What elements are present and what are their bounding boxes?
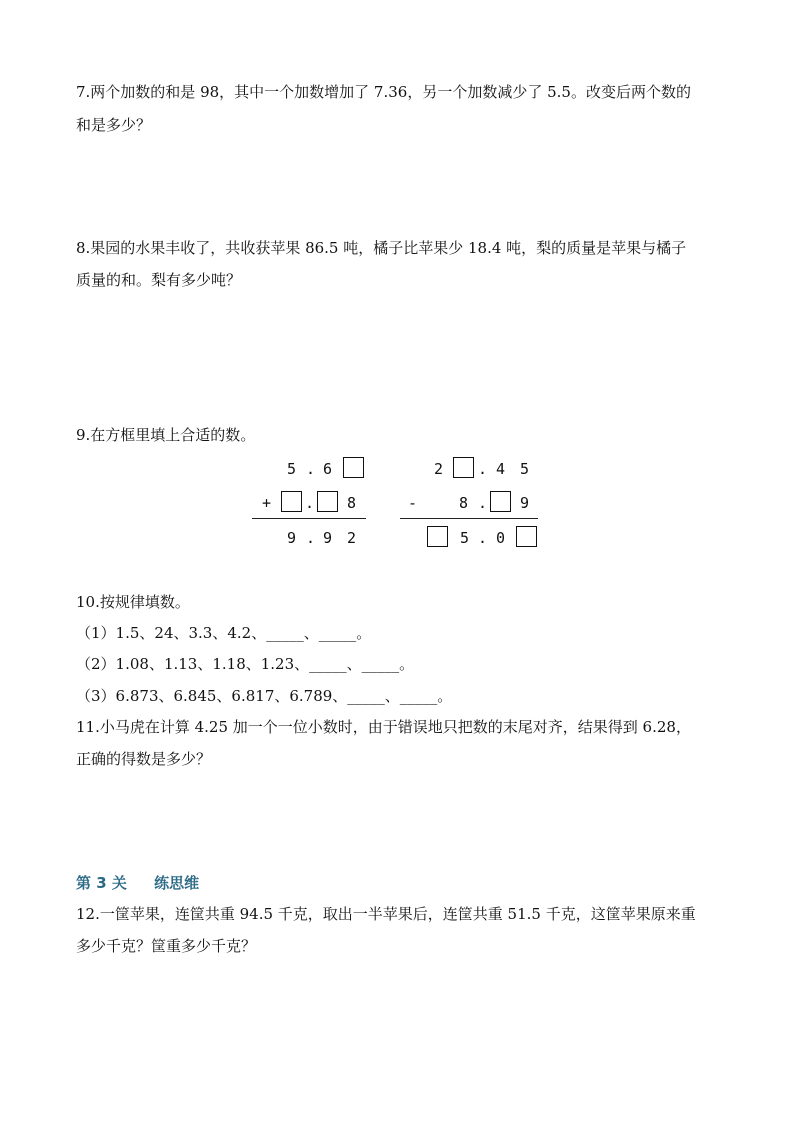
answer-box[interactable] [453, 457, 474, 478]
q12-line1: 12.一筐苹果，连筐共重 94.5 千克，取出一半苹果后，连筐共重 51.5 千克，这筐苹果原来重 [76, 905, 696, 923]
answer-box[interactable] [516, 526, 537, 547]
q7-line2: 和是多少？ [76, 116, 152, 134]
decimal-point: . [306, 529, 316, 547]
digit: 9 [323, 529, 333, 547]
decimal-point: . [306, 460, 316, 478]
digit: 9 [520, 494, 530, 512]
digit: 9 [287, 529, 297, 547]
digit: 5 [520, 460, 530, 478]
q10-item-3: （3）6.873、6.845、6.817、6.789、_____、_____。 [76, 687, 453, 705]
decimal-point: . [478, 460, 488, 478]
answer-box[interactable] [427, 526, 448, 547]
digit: 5 [460, 529, 470, 547]
decimal-point: . [478, 529, 488, 547]
q11-line2: 正确的得数是多少？ [76, 750, 212, 768]
digit: 2 [347, 529, 357, 547]
answer-box[interactable] [317, 491, 338, 512]
q11-line1: 11.小马虎在计算 4.25 加一个一位小数时，由于错误地只把数的末尾对齐，结果得到 6.28， [76, 718, 691, 736]
decimal-point: . [478, 494, 488, 512]
digit: 6 [323, 460, 333, 478]
digit: 8 [347, 494, 357, 512]
q8-line1: 8.果园的水果丰收了，共收获苹果 86.5 吨，橘子比苹果少 18.4 吨，梨的质量是苹果与橘子 [76, 239, 687, 257]
q12-line2: 多少千克？筐重多少千克？ [76, 937, 257, 955]
section-name: 练思维 [154, 874, 200, 892]
digit: 2 [434, 460, 444, 478]
answer-box[interactable] [281, 491, 302, 512]
difference-line [400, 518, 538, 519]
answer-box[interactable] [490, 491, 511, 512]
q7-line1: 7.两个加数的和是 98，其中一个加数增加了 7.36，另一个加数减少了 5.5。改变后两个数的 [76, 83, 691, 101]
digit: 8 [459, 494, 469, 512]
decimal-point: . [305, 494, 315, 512]
minus-sign: - [408, 494, 418, 512]
q8-line2: 质量的和。梨有多少吨？ [76, 271, 242, 289]
section-number: 第 3 关 [76, 874, 127, 892]
digit: 0 [496, 529, 506, 547]
answer-box[interactable] [343, 457, 364, 478]
q9-title: 9.在方框里填上合适的数。 [76, 426, 256, 444]
digit: 5 [287, 460, 297, 478]
digit: 4 [496, 460, 506, 478]
plus-sign: + [262, 494, 272, 512]
q10-item-1: （1）1.5、24、3.3、4.2、_____、_____。 [76, 624, 372, 642]
section-heading [76, 872, 199, 893]
q10-item-2: （2）1.08、1.13、1.18、1.23、_____、_____。 [76, 655, 415, 673]
q10-title: 10.按规律填数。 [76, 593, 190, 611]
sum-line [252, 518, 366, 519]
